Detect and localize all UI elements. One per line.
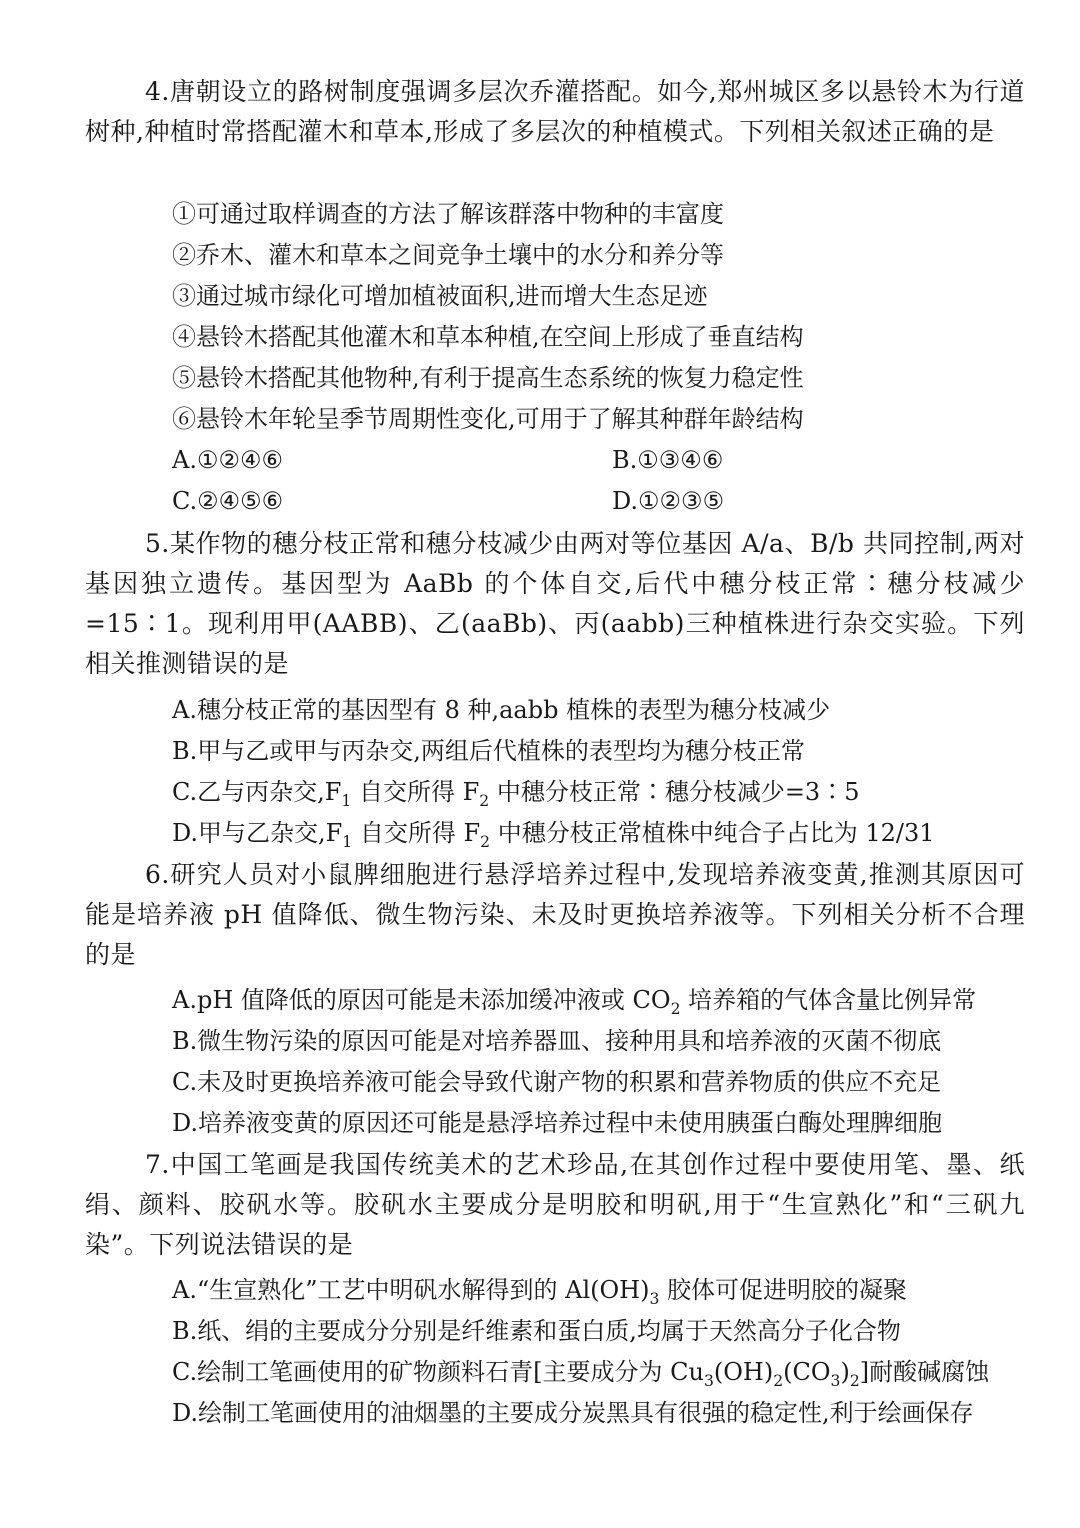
- q5-option-c: C.乙与丙杂交$,F_1$ 自交所得 $F_2$ 中穗分枝正常∶穗分枝减少=3∶5: [172, 778, 860, 810]
- q5-option-a: A.穗分枝正常的基因型有 8 种,aabb 植株的表型为穗分枝减少: [172, 696, 831, 724]
- q4-statement-5: ⑤悬铃木搭配其他物种,有利于提高生态系统的恢复力稳定性: [172, 364, 804, 392]
- q4-statement-6: ⑥悬铃木年轮呈季节周期性变化,可用于了解其种群年龄结构: [172, 405, 804, 433]
- q5-option-d: D.甲与乙杂交$,F_1$ 自交所得 $F_2$ 中穗分枝正常植株中纯合子占比为 12/31: [172, 819, 935, 851]
- q4-option-a: A.①②④⑥: [172, 446, 284, 474]
- question-7-stem: 7.中国工笔画是我国传统美术的艺术珍品,在其创作过程中要使用笔、墨、纸绢、颜料、胶矾水等。胶矾水主要成分是明胶和明矾,用于“生宣熟化”和“三矾九染”。下列说法错误的是: [85, 1150, 1025, 1259]
- q4-option-b: B.①③④⑥: [612, 446, 724, 474]
- q7-option-b: B.纸、绢的主要成分分别是纤维素和蛋白质,均属于天然高分子化合物: [172, 1317, 901, 1345]
- q5-option-b: B.甲与乙或甲与丙杂交,两组后代植株的表型均为穗分枝正常: [172, 737, 805, 765]
- q7-option-a: A.“生宣熟化”工艺中明矾水解得到的 $Al(OH)_3$ 胶体可促进明胶的凝聚: [172, 1276, 908, 1308]
- q4-statement-3: ③通过城市绿化可增加植被面积,进而增大生态足迹: [172, 282, 708, 310]
- question-5-stem: 5.某作物的穗分枝正常和穗分枝减少由两对等位基因 A/a、B/b 共同控制,两对基因独立遗传。基因型为 AaBb 的个体自交,后代中穗分枝正常∶穗分枝减少=15∶1。现利用甲(AABB)、乙(aaBb)、丙(aabb)三种植株进行杂交实验。下列相关推测错误的是: [85, 529, 1025, 678]
- q4-statement-1: ①可通过取样调查的方法了解该群落中物种的丰富度: [172, 200, 724, 228]
- q6-option-b: B.微生物污染的原因可能是对培养器皿、接种用具和培养液的灭菌不彻底: [172, 1027, 942, 1055]
- q6-option-c: C.未及时更换培养液可能会导致代谢产物的积累和营养物质的供应不充足: [172, 1068, 942, 1096]
- q6-option-d: D.培养液变黄的原因还可能是悬浮培养过程中未使用胰蛋白酶处理脾细胞: [172, 1109, 943, 1137]
- q7-option-d: D.绘制工笔画使用的油烟墨的主要成分炭黑具有很强的稳定性,利于绘画保存: [172, 1399, 974, 1427]
- q4-option-c: C.②④⑤⑥: [172, 487, 284, 515]
- question-4-stem: 4.唐朝设立的路树制度强调多层次乔灌搭配。如今,郑州城区多以悬铃木为行道树种,种植时常搭配灌木和草本,形成了多层次的种植模式。下列相关叙述正确的是: [85, 77, 1025, 146]
- q4-statement-4: ④悬铃木搭配其他灌木和草本种植,在空间上形成了垂直结构: [172, 323, 804, 351]
- question-6-stem: 6.研究人员对小鼠脾细胞进行悬浮培养过程中,发现培养液变黄,推测其原因可能是培养液 pH 值降低、微生物污染、未及时更换培养液等。下列相关分析不合理的是: [85, 860, 1025, 969]
- q4-statement-2: ②乔木、灌木和草本之间竞争土壤中的水分和养分等: [172, 241, 724, 269]
- q7-option-c: C.绘制工笔画使用的矿物颜料石青[主要成分为 $Cu_3(OH)_2(CO_3)_2$]耐酸碱腐蚀: [172, 1358, 990, 1390]
- q4-option-d: D.①②③⑤: [612, 487, 725, 515]
- q6-option-a: A.pH 值降低的原因可能是未添加缓冲液或 $CO_2$ 培养箱的气体含量比例异常: [172, 986, 977, 1018]
